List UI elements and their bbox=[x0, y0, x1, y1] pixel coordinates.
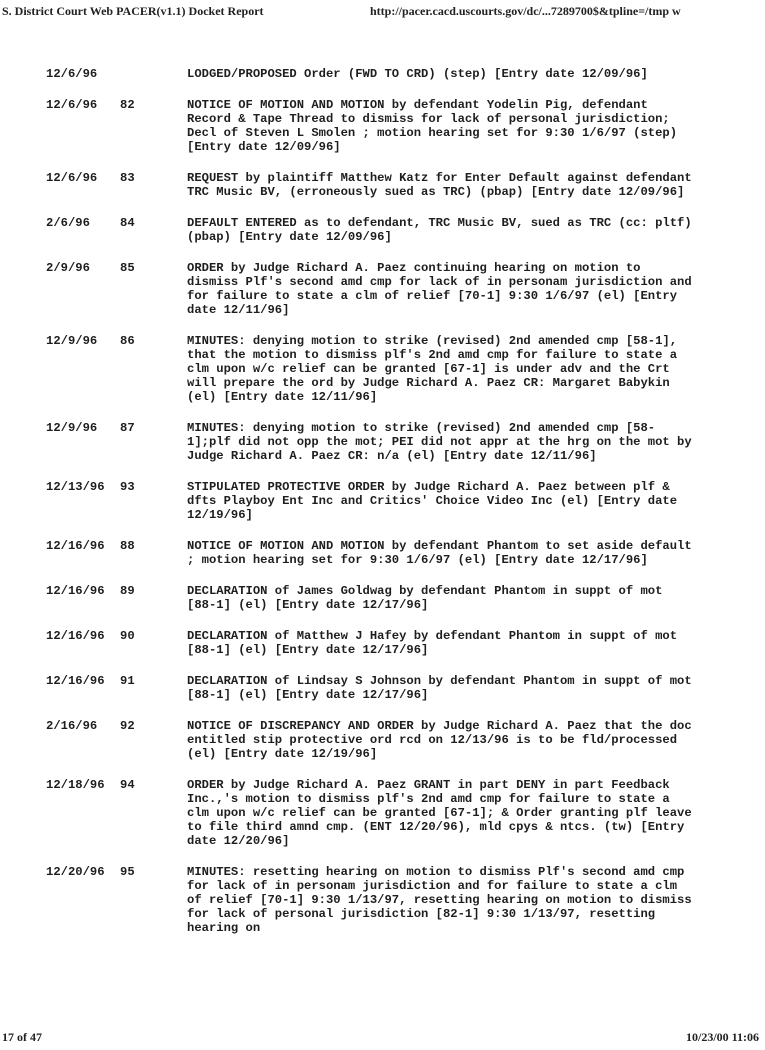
docket-entry bbox=[0, 674, 765, 702]
entry-date: 2/6/96 bbox=[46, 216, 90, 230]
entry-number: 93 bbox=[120, 480, 135, 494]
entry-text: STIPULATED PROTECTIVE ORDER by Judge Richard A. Paez between plf & dfts Playboy Ent Inc and Critics' Choice Video Inc (el) [Entry date 12/19/96] bbox=[187, 480, 678, 522]
docket-entry bbox=[0, 629, 765, 657]
docket-entry bbox=[0, 584, 765, 612]
entry-text: DECLARATION of Lindsay S Johnson by defendant Phantom in suppt of mot [88-1] (el) [Entry date 12/17/96] bbox=[187, 674, 692, 702]
docket-entry bbox=[0, 171, 765, 199]
header-title: S. District Court Web PACER(v1.1) Docket Report bbox=[2, 4, 264, 18]
entry-text: MINUTES: denying motion to strike (revised) 2nd amended cmp [58-1], that the motion to dismiss plf's 2nd amd cmp for failure to state a clm upon w/c relief can be granted [67-1] is under adv and the Crt will prepare the ord by Judge Richard A. Paez CR: Margaret Babykin (el) [Entry date 12/11/96] bbox=[187, 334, 678, 404]
entry-number: 83 bbox=[120, 171, 135, 185]
entry-text: DECLARATION of Matthew J Hafey by defendant Phantom in suppt of mot [88-1] (el) [Entry date 12/17/96] bbox=[187, 629, 678, 657]
entry-number: 85 bbox=[120, 261, 135, 275]
entry-date: 12/16/96 bbox=[46, 584, 105, 598]
entry-date: 2/9/96 bbox=[46, 261, 90, 275]
page-header bbox=[0, 0, 765, 26]
docket-entry bbox=[0, 67, 765, 81]
page-footer bbox=[0, 1024, 765, 1050]
page-number: 17 of 47 bbox=[2, 1030, 42, 1044]
entry-text: REQUEST by plaintiff Matthew Katz for Enter Default against defendant TRC Music BV, (erroneously sued as TRC) (pbap) [Entry date 12/09/96] bbox=[187, 171, 692, 199]
entry-text: MINUTES: resetting hearing on motion to dismiss Plf's second amd cmp for lack of in personam jurisdiction and for failure to state a clm of relief [70-1] 9:30 1/13/97, resetting hearing on motion to dismiss for lack of personal jurisdiction [82-1] 9:30 1/13/97, resetting hearing on bbox=[187, 865, 692, 935]
entry-number: 82 bbox=[120, 98, 135, 112]
entry-text: DEFAULT ENTERED as to defendant, TRC Music BV, sued as TRC (cc: pltf) (pbap) [Entry date 12/09/96] bbox=[187, 216, 692, 244]
entry-text: ORDER by Judge Richard A. Paez continuing hearing on motion to dismiss Plf's second amd cmp for lack of in personam jurisdiction and for failure to state a clm of relief [70-1] 9:30 1/6/97 (el) [Entry date 12/11/96] bbox=[187, 261, 692, 317]
docket-entry bbox=[0, 98, 765, 154]
entry-number: 89 bbox=[120, 584, 135, 598]
docket-entry bbox=[0, 778, 765, 848]
entry-date: 12/6/96 bbox=[46, 171, 98, 185]
entry-number: 92 bbox=[120, 719, 135, 733]
entry-number: 88 bbox=[120, 539, 135, 553]
entry-date: 12/9/96 bbox=[46, 334, 98, 348]
entry-text: NOTICE OF MOTION AND MOTION by defendant Phantom to set aside default ; motion hearing set for 9:30 1/6/97 (el) [Entry date 12/17/96] bbox=[187, 539, 692, 567]
docket-entry bbox=[0, 539, 765, 567]
entry-number: 90 bbox=[120, 629, 135, 643]
header-url: http://pacer.cacd.uscourts.gov/dc/...7289700$&tpline=/tmp w bbox=[370, 4, 681, 18]
entry-date: 12/6/96 bbox=[46, 67, 98, 81]
print-timestamp: 10/23/00 11:06 bbox=[685, 1030, 759, 1044]
entry-date: 12/16/96 bbox=[46, 539, 105, 553]
docket-entry bbox=[0, 865, 765, 935]
entry-number: 84 bbox=[120, 216, 135, 230]
entry-date: 2/16/96 bbox=[46, 719, 98, 733]
docket-entry bbox=[0, 421, 765, 463]
entry-text: ORDER by Judge Richard A. Paez GRANT in part DENY in part Feedback Inc.,'s motion to dismiss plf's 2nd amd cmp for failure to state a clm upon w/c relief can be granted [67-1]; & Order granting plf leave to file third amnd cmp. (ENT 12/20/96), mld cpys & ntcs. (tw) [Entry date 12/20/96] bbox=[187, 778, 692, 848]
entry-text: MINUTES: denying motion to strike (revised) 2nd amended cmp [58-1];plf did not opp the mot; PEI did not appr at the hrg on the mot by Judge Richard A. Paez CR: n/a (el) [Entry date 12/11/96] bbox=[187, 421, 692, 463]
entry-date: 12/16/96 bbox=[46, 674, 105, 688]
docket-entry bbox=[0, 719, 765, 761]
docket-entry bbox=[0, 480, 765, 522]
entry-number: 95 bbox=[120, 865, 135, 879]
entry-text: NOTICE OF DISCREPANCY AND ORDER by Judge Richard A. Paez that the doc entitled stip protective ord rcd on 12/13/96 is to be fld/processed (el) [Entry date 12/19/96] bbox=[187, 719, 692, 761]
entry-date: 12/9/96 bbox=[46, 421, 98, 435]
entry-number: 86 bbox=[120, 334, 135, 348]
entry-date: 12/18/96 bbox=[46, 778, 105, 792]
entry-number: 94 bbox=[120, 778, 135, 792]
docket-entry bbox=[0, 334, 765, 404]
entry-date: 12/13/96 bbox=[46, 480, 105, 494]
entry-number: 91 bbox=[120, 674, 135, 688]
docket-entries bbox=[0, 67, 765, 952]
docket-entry bbox=[0, 216, 765, 244]
docket-entry bbox=[0, 261, 765, 317]
entry-date: 12/20/96 bbox=[46, 865, 105, 879]
entry-text: DECLARATION of James Goldwag by defendant Phantom in suppt of mot [88-1] (el) [Entry date 12/17/96] bbox=[187, 584, 663, 612]
entry-date: 12/6/96 bbox=[46, 98, 98, 112]
entry-text: LODGED/PROPOSED Order (FWD TO CRD) (step) [Entry date 12/09/96] bbox=[187, 67, 648, 81]
entry-text: NOTICE OF MOTION AND MOTION by defendant Yodelin Pig, defendant Record & Tape Thread to dismiss for lack of personal jurisdiction; Decl of Steven L Smolen ; motion hearing set for 9:30 1/6/97 (step) [Entry date 12/09/96] bbox=[187, 98, 678, 154]
entry-date: 12/16/96 bbox=[46, 629, 105, 643]
entry-number: 87 bbox=[120, 421, 135, 435]
